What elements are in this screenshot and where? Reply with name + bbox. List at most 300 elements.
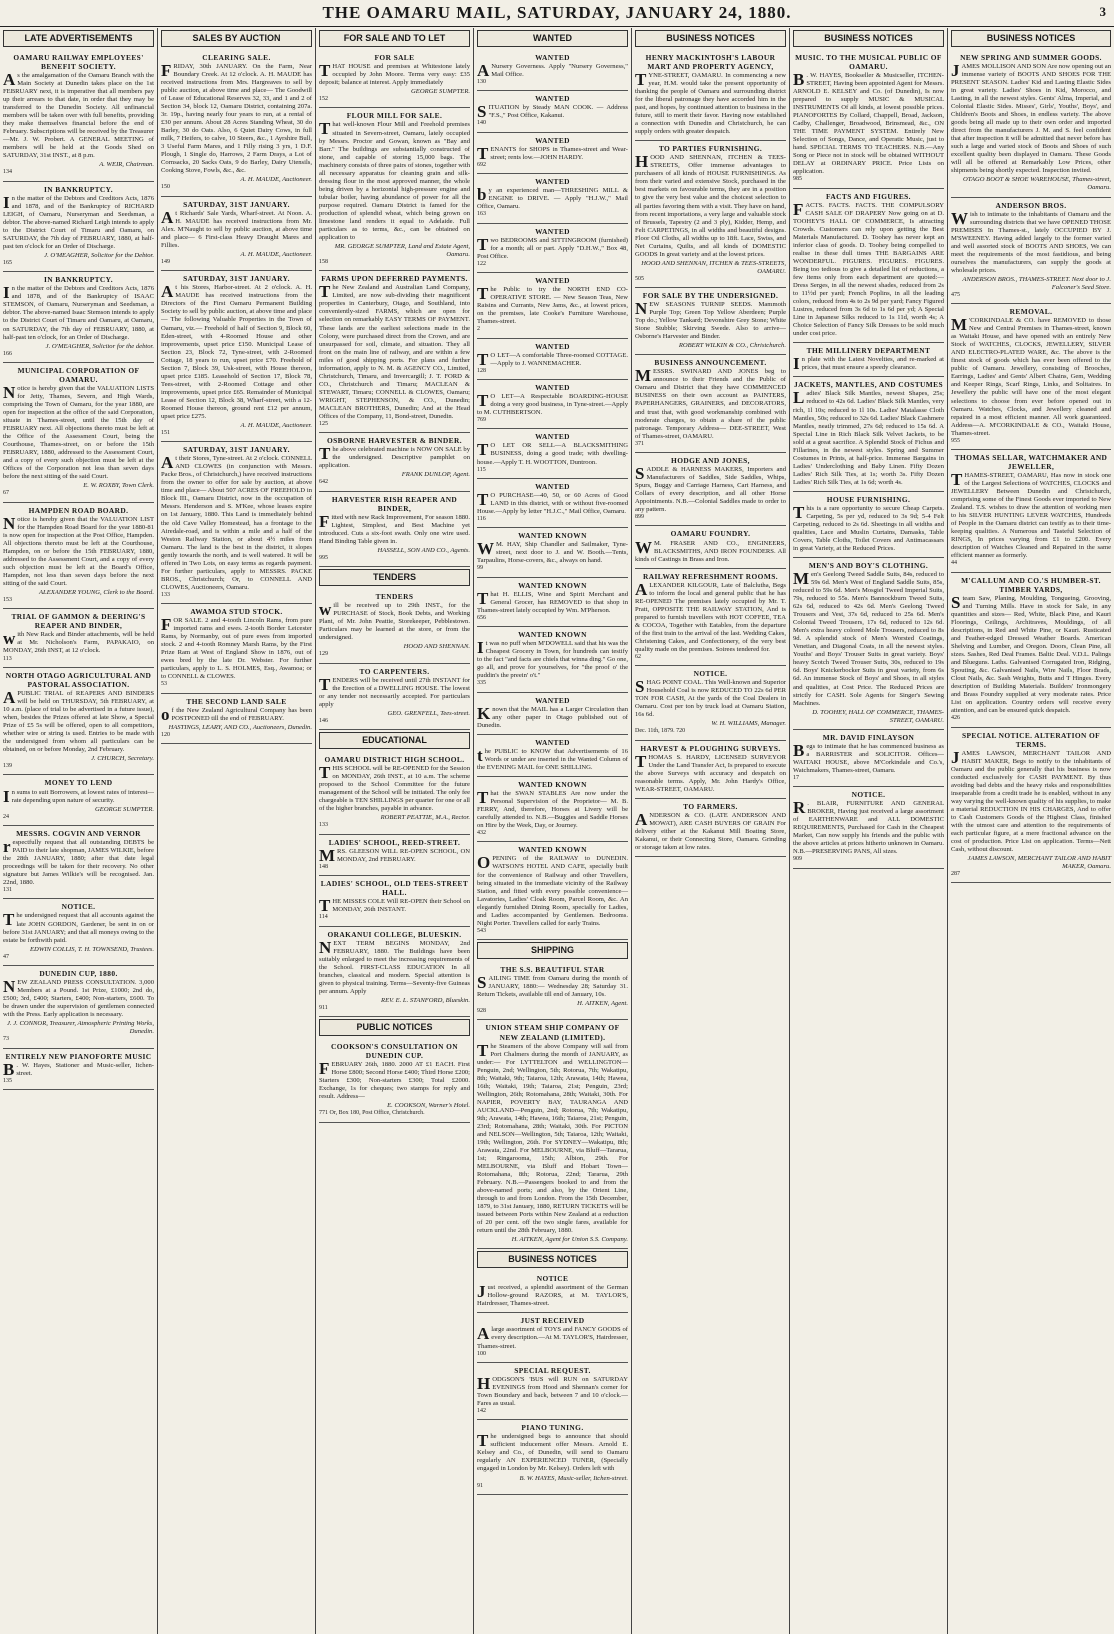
ad-number: 67 xyxy=(3,490,9,497)
advertisement xyxy=(319,433,470,491)
column-header: BUSINESS NOTICES xyxy=(951,30,1111,47)
ad-title: HARVEST & PLOUGHING SURVEYS. xyxy=(640,743,781,753)
masthead xyxy=(0,0,1114,27)
drop-cap: T xyxy=(319,896,331,916)
ad-body-text: OOD AND SHENNAN, ITCHEN & TEES-STREETS, Offer immense advantages to purchasers of all kinds of HOUSE FURNISHINGS. As from their varied and extensive Stock, purchased in the best markets on favourable terms, they are in a position to give the very best value and the choicest selection to all parties favoring them with a visit. They have on hand, from recent importations, a very large and valuable stock of Brussels, Tapestry (2 and 3 ply), Kidder, Hemp, and Felt CARPETINGS, in all widths and beautiful designs. Floor Oil Cloths, all widths up to 18ft. Lace, Swiss, and Net Curtains, Quilts, and all kinds of DOMESTIC GOODS In great variety and at the lowest prices. xyxy=(635,154,786,258)
advertisement xyxy=(477,1020,628,1249)
advertisement xyxy=(477,693,628,735)
ad-number: 53 xyxy=(161,681,167,688)
ad-body-text: t Richards' Sale Yards, Wharf-street. At Noon. A. H. MAUDE has received instructions from Mr. Alex. M'Naught to sell by public auction, at above time and place— 6 First-class Heavy Draught Mares and Fillies. xyxy=(161,209,312,249)
ad-body xyxy=(319,63,470,87)
advertisement xyxy=(635,355,786,453)
ad-signature: W. H. WILLIAMS, Manager. xyxy=(711,720,786,728)
ad-number: 142 xyxy=(477,1408,486,1414)
drop-cap: I xyxy=(477,638,484,658)
ad-body xyxy=(319,845,470,865)
ad-number: 114 xyxy=(319,914,328,921)
drop-cap: r xyxy=(3,836,11,856)
ad-title: NORTH OTAGO AGRICULTURAL AND PASTORAL ASSOCIATION. xyxy=(5,670,152,689)
ad-signature: E. COOKSON, Warner's Hotel. xyxy=(387,1102,470,1110)
ad-body xyxy=(951,63,1111,175)
ad-body xyxy=(477,187,628,211)
ad-signature: E. W. ROXBY, Town Clerk. xyxy=(83,482,154,490)
advertisement xyxy=(3,50,154,182)
ad-title: WANTED xyxy=(535,226,570,236)
ad-body xyxy=(793,740,944,775)
drop-cap: R xyxy=(793,798,806,818)
ad-number: 899 xyxy=(635,514,644,521)
drop-cap: F xyxy=(319,1059,330,1079)
column-3 xyxy=(316,28,474,1634)
ad-title: THOMAS SELLAR, WATCHMAKER AND JEWELLER, xyxy=(954,452,1108,471)
ad-number: 505 xyxy=(635,275,644,282)
ad-title: CLEARING SALE. xyxy=(202,52,271,62)
drop-cap: A xyxy=(161,207,174,227)
ad-number: 165 xyxy=(3,260,12,266)
ad-title: FLOUR MILL FOR SALE. xyxy=(346,111,443,121)
ad-body-text: O PURCHASE—40, 50, or 60 Acres of Good LAND in this district, with or without five-roomed House.—Apply by letter "H.J.C.," Mail Office, Oamaru. xyxy=(477,491,628,515)
column-header: BUSINESS NOTICES xyxy=(635,30,786,47)
ad-title: RAILWAY REFRESHMENT ROOMS. xyxy=(643,571,778,581)
ad-body xyxy=(477,104,628,120)
ad-signature: H. AITKEN, Agent. xyxy=(577,1000,628,1008)
ad-title: HAMPDEN ROAD BOARD. xyxy=(28,505,129,515)
drop-cap: T xyxy=(477,787,489,807)
ad-body xyxy=(3,382,154,481)
ad-signature: MR. GEORGE SUMPTER, Land and Estate Agent, Oamaru. xyxy=(334,242,470,258)
ad-signature: ANDERSON BROS., THAMES-STREET. Next door to J. Falconer's Seed Store. xyxy=(962,275,1111,291)
advertisement xyxy=(319,271,470,433)
column-1 xyxy=(0,28,158,1634)
ad-body xyxy=(477,442,628,466)
drop-cap: N xyxy=(3,976,16,996)
advertisement xyxy=(635,453,786,527)
ad-number: 139 xyxy=(3,763,12,770)
column-header: BUSINESS NOTICES xyxy=(793,30,944,47)
ad-body xyxy=(3,836,154,887)
ad-body-text: M. HAY, Ship Chandler and Sailmaker, Tyne-street, next door to J. and W. Booth.—Tents, Tarpaulins, Horse-covers, &c., always on hand. xyxy=(477,541,628,565)
ad-body-text: . W. HAYES, Bookseller & Musicseller, ITCHEN-STREET, Having been appointed Agent for Messrs. ARNOLD E. KELSEY and Co. (of Dunedin), Is now prepared to supply MUSIC & MUSICAL INSTRUMENTS Of all kinds, at lowest possible prices. PIANOFORTES By Collard, Chappell, Broad, Jackson, Cadby, Challenger, Broadwood, Brinsmead, &c., ON THE TIME PAYMENT SYSTEM. Entirely New Selection of Songs, Dance, and Operatic Music, just to hand. SPECIAL TERMS TO TEACHERS. N.B.—Any Song or Piece not in stock will be obtained WITHOUT DELAY at ORDINARY PRICE. Price Lists on application. xyxy=(793,72,944,176)
drop-cap: M xyxy=(635,366,652,386)
ad-title: NOTICE. xyxy=(851,790,886,800)
drop-cap: T xyxy=(319,444,331,464)
ad-title: SATURDAY, 31ST JANUARY. xyxy=(183,274,290,284)
ad-body xyxy=(477,745,628,772)
ad-body xyxy=(477,1040,628,1236)
ad-title: THE MILLINERY DEPARTMENT xyxy=(806,346,931,356)
ad-body-text: HE MISSES COLE Will RE-OPEN their School on MONDAY, 26th INSTANT. xyxy=(332,898,470,914)
ad-number: 125 xyxy=(319,420,328,427)
drop-cap: A xyxy=(161,453,174,473)
ad-number: 116 xyxy=(477,515,486,522)
ad-title: MONEY TO LEND xyxy=(44,778,113,788)
ad-number: 543 xyxy=(477,927,486,934)
ad-number: 149 xyxy=(161,259,170,265)
ad-body xyxy=(161,704,312,724)
drop-cap: S xyxy=(477,973,487,993)
ad-number: 769 xyxy=(477,417,486,424)
advertisement xyxy=(635,569,786,667)
ad-number: 150 xyxy=(161,184,170,191)
ad-title: SATURDAY, 31ST JANUARY. xyxy=(183,199,290,209)
drop-cap: O xyxy=(477,853,491,873)
advertisement xyxy=(319,664,470,731)
ad-number: 928 xyxy=(477,1008,486,1015)
ad-title: DUNEDIN CUP, 1880. xyxy=(39,968,118,978)
ad-title: FOR SALE xyxy=(374,52,415,62)
advertisement xyxy=(477,777,628,843)
drop-cap: T xyxy=(477,1040,489,1060)
ad-body-text: ADDLE & HARNESS MAKERS, Importers and Manufacturers of Saddles, Side Saddles, Whips, Spurs, Buggy and Carriage Harness, Cart Harness, and Collars of every description, and all other Horse Appointments. N.B.—Colonial Saddles made to order to any pattern. xyxy=(635,465,786,514)
ad-signature: ROBERT WILKIN & CO., Christchurch. xyxy=(678,342,786,350)
advertisement xyxy=(319,927,470,1018)
ad-title: TO FARMERS. xyxy=(683,801,738,811)
ad-body-text: wo BEDROOMS and SITTINGROOM (furnished) for a month; all or part. Apply "D.H.W.," Box 48, Post Office. xyxy=(477,236,628,260)
ad-title: TO CARPENTERS. xyxy=(359,666,430,676)
ad-number: 163 xyxy=(477,211,486,218)
drop-cap: B xyxy=(793,740,805,760)
drop-cap: T xyxy=(477,234,489,254)
ad-number: 995 xyxy=(319,554,328,561)
ad-body-text: otice is hereby given that the VALUATION LISTS for Jetty, Thames, Severn, and High Wards, comprising the Town of Oamaru, for the year 1880, are open for inspection at the office of the said Corporation, situate in Thames-street, until the 15th day of FEBRUARY next. All objections thereto must be left at the Office of the Assessment Court, being the Courthouse, Thames-street, on or before the 15th FEBRUARY, 1880, addressed to the Assessment Court, and a copy of every such objection must be left at the Offices of the Corporation not less than seven days before the next sitting of the said Court. xyxy=(3,384,154,481)
ad-signature: ALEXANDER YOUNG, Clerk to the Board. xyxy=(39,589,154,596)
advertisement xyxy=(477,528,628,577)
advertisement xyxy=(319,589,470,664)
ad-body xyxy=(477,855,628,927)
ad-number: 166 xyxy=(3,350,12,357)
drop-cap: S xyxy=(477,102,487,122)
drop-cap: W xyxy=(951,208,968,228)
ad-number: 148 xyxy=(319,863,328,870)
ad-body xyxy=(319,898,470,914)
ad-title: WANTED xyxy=(535,52,570,62)
ad-body xyxy=(477,393,628,417)
drop-cap: H xyxy=(635,152,649,172)
ad-title: NOTICE xyxy=(536,1274,569,1284)
ad-number: 99 xyxy=(477,565,483,572)
advertisement xyxy=(3,182,154,273)
ad-body-text: HAT HOUSE and premises at Whitestone lately occupied by John Moore. Terms very easy: £35 deposit; balance at interest. Apply immediately xyxy=(319,63,470,87)
ad-signature: A. H. MAUDE, Auctioneer. xyxy=(240,421,312,429)
ad-body-text: PENING of the RAILWAY to DUNEDIN. WATSON'S HOTEL AND CAFE, specially built for the convenience of Railway and other Travellers, being situated in the immediate vicinity of the Railway Station, and fitted with every possible convenience—Lavatories, Ladies' Cloak Room, Parcel Room, &c. An elegantly furnished Dining Room, specially for Ladies, and Ladies accompanied by Gentlemen. Bedrooms. Night Porter. Travellers called for early Trains. xyxy=(477,855,628,927)
ad-body-text: large assortment of TOYS and FANCY GOODS of every description.—At M. TAYLOR'S, Hairdresser, Thames-street. xyxy=(477,1326,628,1350)
ad-body xyxy=(793,356,944,372)
ad-body-text: he undersigned begs to announce that should sufficient inducement offer Messrs. Arnold E. Kelsey and Co., of Dunedin, will send to Oamaru regularly AN EXPERIENCED TUNER, (Specially engaged in London by Mr. Kelsey). Orders left with xyxy=(477,1433,628,1473)
ad-title: MESSRS. COGVIN AND VERNOR xyxy=(16,828,141,838)
ad-body xyxy=(635,679,786,719)
advertisement xyxy=(3,899,154,966)
column-header: FOR SALE AND TO LET xyxy=(319,30,470,47)
ad-number: 335 xyxy=(477,680,486,687)
ad-body-text: OR SALE. 2 and 4-tooth Lincoln Rams, from pure imported rams and ewes. 2-tooth Border Leicester Rams, by Normanby, out of pure ewes from imported stock. 2 and 4-tooth Romney Marsh Rams, by the First Prize Ram at West of England Show in 1876, out of ewes bred by the late Dr. Webster. For further particulars, apply to L. S. HOLMES, Esq., Awamoa; or to CONNELL & CLOWES. xyxy=(161,617,312,681)
drop-cap: o xyxy=(161,704,170,724)
ad-body-text: . W. Hayes, Stationer and Music-seller, Itchen-street. xyxy=(16,1061,154,1077)
ad-body xyxy=(477,489,628,516)
drop-cap: T xyxy=(319,763,331,783)
ad-body-text: y an experienced man—THRESHING MILL & ENGINE to DRIVE. — Apply "H.J.W.," Mail Office, Oamaru. xyxy=(477,187,628,211)
ad-body-text: ACTS. FACTS. FACTS. THE COMPULSORY CASH SALE OF DRAPERY Now going on at D. TOOHEY'S HALL OF COMMERCE, Is attracting Crowds. Customers can rely upon getting the Best Materials Manufactured. D. Toohey has never kept an inferior class of goods. D. Toohey being compelled to realise in these dull times THE BARGAINS ARE WONDERFUL. FIGURES. FIGURES. FIGURES. Being too tedious to give a detailed list of reductions, a few items only from each department are quoted:— Dress Serges, in all the newest shades, reduced from 2s to 11½d per yard; French Poplins, in all the leading colors, reduced from 4s to 2s 9d per yard; Fancy Figured Lustres, reduced from 3s 6d to 1s 6d per yd; A Special Line in Japanese Silks reduced to 1s 11d, worth 4s; A Choice Selection of Fancy Silk Dresses to be sold much under cost price. xyxy=(793,201,944,338)
ad-body-text: t was no puff when M'DOWELL said that his was the Cheapest Grocery in Town, for hundreds can testify to the fact "and facts are chiels that winna ding." Go one, go all, and prove for yourselves, for "the proof o' the puddin's the preein' o't." xyxy=(477,640,628,680)
ad-body-text: HAMES-STREET, OAMARU, Has now in stock one of the Largest Selections of WATCHES, CLOCKS and JEWELLERY Between Dunedin and Christchurch, comprising some of the Finest Goods ever imported to New Zealand. T.S. wishes to draw the attention of working men to his SILVER HUNTING LEVER WATCHES, Hundreds of People in the Oamaru district can testify as to their time-keeping qualities. A Numerous and Tasteful Selection of RINGS, In prices varying from £1 to £200. Every description of Watches Cleaned and Repaired in the same efficient manner as formerly. xyxy=(951,472,1111,560)
ad-title: NEW SPRING AND SUMMER GOODS. xyxy=(960,52,1102,62)
ad-signature: OTAGO BOOT & SHOE WAREHOUSE, Thames-street, Oamaru. xyxy=(963,176,1111,192)
column-4 xyxy=(474,28,632,1634)
ad-body-text: O LET—A Respectable BOARDING-HOUSE doing a very good business, in Tyne-street.—Apply to M. CUTHBERTSON. xyxy=(477,393,628,417)
advertisement xyxy=(793,492,944,558)
ad-signature: GEORGE SUMPTER. xyxy=(95,805,154,813)
ad-body-text: he undersigned request that all accounts against the late JOHN GORDON, Gardener, be sent in on or before 31st JANUARY; and that all moneys owing to the estate be forthwith paid. xyxy=(3,912,154,944)
drop-cap: M xyxy=(319,845,336,865)
columns xyxy=(0,28,1114,1634)
ad-title: WANTED xyxy=(535,695,570,705)
ad-body xyxy=(635,809,786,852)
column-header: WANTED xyxy=(477,30,628,47)
advertisement xyxy=(477,50,628,91)
advertisement xyxy=(161,442,312,604)
ad-number: 985 xyxy=(793,176,802,183)
advertisement xyxy=(793,558,944,730)
drop-cap: K xyxy=(477,703,491,723)
advertisement xyxy=(635,741,786,799)
column-6 xyxy=(790,28,948,1634)
ad-title: TRIAL OF GAMMON & DEERING'S REAPER AND BINDER, xyxy=(11,612,146,631)
ad-body-text: he Public to try the NORTH END CO-OPERATIVE STORE. — New Season Teas, New Raisins and Currants, New Jams, &c., at lowest prices, on the premises, late Cooke's Furniture Warehouse, Thames-street. xyxy=(477,286,628,326)
ad-number: 131 xyxy=(3,887,12,894)
advertisement xyxy=(161,694,312,744)
ad-number: 909 xyxy=(793,856,802,863)
ad-title: JUST RECEIVED xyxy=(520,1316,585,1326)
ad-body-text: NDERSON & CO. (LATE ANDERSON AND MOWAT), ARE CASH BUYERS OF GRAIN For delivery either at the Kakanui Mill Boating Store, Kakanui, or their Connecting Store, Oamaru. Grinding or storage taken at low rates. xyxy=(635,811,786,852)
ad-body-text: PUBLIC TRIAL of REAPERS AND BINDERS will be held on THURSDAY, 5th FEBRUARY, at 10 a.m. (place of trial to be advertised in a future issue), when, besides the Prizes offered at late Show, a Special Prize of £5 5s will be offered, open to all competitors, whether wire or string is used. Entries to be made with the undersigned from whom all particulars can be obtained, on or before Monday, 2nd February. xyxy=(3,689,154,754)
drop-cap: T xyxy=(319,119,331,139)
advertisement xyxy=(3,1049,154,1090)
ad-number: Dec. 11th, 1879. 720 xyxy=(635,728,686,735)
drop-cap: A xyxy=(477,61,490,80)
ad-number: 24 xyxy=(3,813,9,820)
ad-body xyxy=(477,286,628,326)
ad-number: 432 xyxy=(477,830,486,837)
section-header: PUBLIC NOTICES xyxy=(319,1019,470,1036)
ad-body-text: HOMAS S. HARDY, LICENSED SURVEYOR Under the Land Transfer Act, Is prepared to execute the above Surveys with accuracy and despatch on reasonable terms. Apply, Mr. John Hardy's Office, WEAR-STREET, OAMARU. xyxy=(635,753,786,793)
ad-body xyxy=(635,579,786,654)
ad-title: AWAMOA STUD STOCK. xyxy=(190,607,283,617)
ad-title: MEN'S AND BOY'S CLOTHING. xyxy=(808,561,929,571)
drop-cap: H xyxy=(477,1373,491,1393)
ad-body xyxy=(951,472,1111,560)
ad-body xyxy=(319,765,470,813)
ad-body-text: itted with new Rack Improvement, For season 1880. Lightest, Simplest, and Best Machine yet introduced. Cuts a six-foot swath. Only one wire used. Hand Binding Table given in. xyxy=(319,513,470,545)
advertisement xyxy=(161,271,312,442)
ad-title: UNION STEAM SHIP COMPANY OF NEW ZEALAND (LIMITED). xyxy=(485,1023,620,1042)
drop-cap: S xyxy=(635,463,645,483)
ad-title: TENDERS xyxy=(375,592,414,602)
ad-number: 129 xyxy=(319,651,328,658)
drop-cap: w xyxy=(3,629,16,649)
ad-body-text: RS. GLEESON WILL RE-OPEN SCHOOL, ON MONDAY, 2nd FEBRUARY. xyxy=(337,847,470,863)
column-7 xyxy=(948,28,1114,1634)
advertisement xyxy=(319,835,470,876)
ad-body xyxy=(3,285,154,341)
ad-body-text: Nursery Governess. Apply "Nursery Governess," Mail Office. xyxy=(491,63,628,79)
ad-body xyxy=(793,390,944,486)
ad-signature: B. W. HAYES, Music-seller, Itchen-street. xyxy=(519,1474,628,1482)
drop-cap: S xyxy=(951,592,961,612)
ad-title: OAMARU FOUNDRY. xyxy=(670,529,751,539)
drop-cap: T xyxy=(477,588,489,608)
ad-title: HARVESTER RISH REAPER AND BINDER, xyxy=(331,494,458,513)
ad-number: 475 xyxy=(951,291,960,298)
advertisement xyxy=(635,288,786,355)
ad-body xyxy=(635,751,786,794)
ad-number: 73 xyxy=(3,1036,9,1043)
ad-title: WANTED KNOWN xyxy=(518,531,587,541)
ad-title: ANDERSON BROS. xyxy=(995,200,1067,210)
ad-body xyxy=(477,640,628,680)
ad-number: 17 xyxy=(793,774,799,781)
ad-title: BUSINESS ANNOUNCEMENT. xyxy=(654,358,767,368)
ad-body-text: EBRUARY 26th, 1880. 2000 AT £1 EACH. First Horse £800; Second Horse £400; Third Horse £200; Starters £300; Non-starters £300; Total £2000. Exchange, 1s for cheques; two stamps for reply and result. Address— xyxy=(319,1061,470,1101)
ad-body-text: adies' Black Silk Mantles, newest Shapes, 25s; reduced to 42s 6d. Ladies' Black Silk Mantles, very rich, 1l 10s; reduced to 1l 10s. Ladies' Matalasse Cloth Mantles, 50s; reduced to 32s 6d. Ladies' Black Cashmere Mantles, neatly trimmed, 27s 6d; reduced to 15s 6d. A Special Line in Rich Black Silk Velvet Jackets, to be sold at a great sacrifice. A Splendid Stock of Fichus and Fillarines, in the newest styles. Spring and Summer Costumes in Prints, at half-price. Immense Bargains in Ladies' Underclothing and Baby Linen. Fifty Dozen Ladies' Rich Silk Ties, at 1s; worth 3s. Fifty Dozen Ladies' Rich Silk Ties, at 1s 6d; worth 4s. xyxy=(793,390,944,486)
ad-signature: J. J. CONNOR, Treasurer, Atmospheric Printing Works, Dunedin. xyxy=(7,1020,154,1036)
ad-body-text: he Steamers of the above Company will sail from Port Chalmers during the month of JANUARY, as under:— For LYTTELTON and WELLINGTON—Penguin, 2nd; Wellington, 5th; Rotorua, 7th; Wakatipu, 8th; Waitaki, 9th; Taiaroa, 12th; Arawata, 14th; Hawea, 16th; Waitaki, 19th; Taiaroa, 21st; Penguin, 23rd; Wellington, 26th; Rotomahana, 28th; Waitaki, 30th. For NAPIER, POVERTY BAY, TAURANGA AND AUCKLAND—Penguin, 2nd; Rotorua, 7th; Wakatipu, 9th; Arawata, 14th; Hawea, 16th; Taiaroa, 21st; Penguin, 23rd; Rotomahana, 28th; Waitaki, 30th. For PICTON and NELSON—Wellington, 5th; Taiaroa, 12th; Waitaki, 19th; Wellington, 26th. For SYDNEY—Wakatipu, 8th; Arawata, 22nd. For MELBOURNE, via Bluff—Tararua, 1st; Ringarooma, 15th; Albion, 29th. For MELBOURNE, via Bluff and Hobart Town—Rotomahana, 8th; Rotorua, 22nd; Tararua, 29th February. N.B.—Passengers booked to and from the above-named ports; and also, by the Orient Line, through to and from London. From the 15th December, 1879, to 31st January, 1880, RETURN TICKETS will be issued between Ports within New Zealand at a reduction of 20 per cent. off the two single fares, available for return until the 28th February, 1880. xyxy=(477,1042,628,1235)
ad-body-text: egs to intimate that he has commenced business as a BARRISTER and SOLICITOR. Offices—WAITAKI HOUSE, above M'Corkindale and Co.'s, Watchmakers, Thames-street, Oamaru. xyxy=(793,742,944,774)
advertisement xyxy=(3,775,154,825)
advertisement xyxy=(3,503,154,610)
ad-body-text: LEXANDER KILGOUR, Late of Balclutha, Begs to inform the local and general public that he has RE-OPENED The premises lately occupied by Mr. T. Pratt, OPPOSITE THE RAILWAY STATION, And is prepared to furnish travellers with HOT COFFEE, TEA & COCOA, Together with Eatables, from the departure of the first train to the arrival of the last. Wedding Cakes, Christening Cakes, and Confectionery, of the very best quality made on the premises. Soirees tendered for. xyxy=(635,581,786,653)
ad-body-text: team Saw, Planing, Moulding, Tongueing, Grooving, and Turning Mills. Have in stock for Sale, in any quantities and sizes— Red, White, Black Pine, and Kauri Floorings, Ceilings, Architraves, Mouldings, of all descriptions, in Red and White Pine, or Kauri. Rusticated and Feather-edged Dressed Weather Boards. American Shelving and Lumber, and Oregon. Doors, Clean Pine, all sizes. Sashes, Red Deal Frames. Baltic Deal. V.D.L. Palings and Blueguns. Laths. Galvanised Corrugated Iron, Ridging, Spouting, &c. Galvanised Nails, Wire Nails, Floor Brads, Clout Nails, &c. Sash Weights, Butts and T Hinges. Every description of Building Materials. Builders' Ironmongery and Brass Foundry supplied at very moderate rates. Price List on application. Country orders will receive every attention, and can be ensured quick despatch. xyxy=(951,594,1111,715)
ad-body xyxy=(477,1326,628,1350)
ad-signature: EDWIN COLLIS, T. H. TOWNSEND, Trustees. xyxy=(30,945,154,953)
ad-title: IN BANKRUPTCY. xyxy=(44,275,113,285)
ad-number: 152 xyxy=(319,96,328,103)
ad-body xyxy=(319,602,470,642)
drop-cap: S xyxy=(635,677,645,697)
page-number: 3 xyxy=(1099,4,1106,19)
ad-title: OSBORNE HARVESTER & BINDER. xyxy=(327,436,462,446)
advertisement xyxy=(635,526,786,568)
drop-cap: J xyxy=(951,747,960,767)
ad-body-text: 'CORKINDALE & CO. have REMOVED to those New and Central Premises in Thames-street, known as Waitaki House, and have opened with an entirely New Stock of WATCHES, CLOCKS, JEWELLERY, SILVER AND ELECTRO-PLATED WARE, &c. The above is the finest stock of goods which has ever been offered to the public of Oamaru. Jewellery, consisting of Brooches, Earrings, Ladies' and Gents' Albert Chains, Gem, Wedding and Keeper Rings, Scarf Rings, Links, and Solitaires. In Jewellery the public will have one of the most elegant selections to choose from ever before opened out in Oamaru. Watches, Clocks, and Jewellery cleaned and repaired in a most efficient manner. All work guaranteed. Address—A. M'CORKINDALE & CO., Waitaki House, Thames-street. xyxy=(951,317,1111,437)
ad-title: WANTED xyxy=(535,276,570,286)
ad-title: WANTED xyxy=(535,177,570,187)
advertisement xyxy=(951,304,1111,450)
ad-body xyxy=(319,284,470,421)
ad-signature: GEORGE SUMPTER. xyxy=(411,88,470,96)
advertisement xyxy=(477,842,628,940)
ad-number: 133 xyxy=(161,591,170,598)
ad-signature: A. WEIR, Chairman. xyxy=(99,161,154,169)
advertisement xyxy=(635,50,786,141)
drop-cap: T xyxy=(477,1431,489,1451)
ad-title: COOKSON'S CONSULTATION ON DUNEDIN CUP. xyxy=(331,1042,458,1061)
ad-body xyxy=(793,800,944,856)
drop-cap: F xyxy=(793,199,804,219)
ad-body xyxy=(161,617,312,681)
ad-body xyxy=(793,199,944,339)
drop-cap: t xyxy=(477,745,483,765)
ad-signature: JAMES LAWSON, MERCHANT TAILOR AND HABIT MAKER, Oamaru. xyxy=(967,855,1111,871)
advertisement xyxy=(951,198,1111,305)
drop-cap: N xyxy=(3,513,16,533)
ad-number: 642 xyxy=(319,479,328,486)
advertisement xyxy=(635,666,786,741)
ad-number: 911 xyxy=(319,1004,328,1011)
drop-cap: A xyxy=(477,1324,490,1344)
drop-cap: I xyxy=(3,192,10,212)
drop-cap: I xyxy=(3,283,10,303)
drop-cap: A xyxy=(3,70,16,90)
ad-body-text: . BLAIR, FURNITURE AND GENERAL BROKER, Having just received a large assortment of EARTHENWARE and ALL DOMESTIC REQUIREMENTS, Purchased for Cash in the Cheapest Market, Can now supply his friends and the public with the above articles at prices hitherto unknown in Oamaru. N.B.—PRESERVING PANS, All sizes. xyxy=(793,800,944,856)
section-header: EDUCATIONAL xyxy=(319,732,470,749)
advertisement xyxy=(477,133,628,174)
drop-cap: J xyxy=(951,61,960,80)
ad-body xyxy=(635,368,786,440)
ad-number: 2 xyxy=(477,326,480,333)
drop-cap: T xyxy=(477,284,489,304)
column-5 xyxy=(632,28,790,1634)
advertisement xyxy=(477,1420,628,1495)
advertisement xyxy=(319,1039,470,1123)
drop-cap: F xyxy=(319,511,330,531)
drop-cap: F xyxy=(161,61,172,80)
ad-body-text: he above celebrated machine is NOW ON SALE by the undersigned. Descriptive pamphlet on application. xyxy=(319,446,470,470)
ad-title: IN BANKRUPTCY. xyxy=(44,184,113,194)
ad-body-text: O LET—A comfortable Three-roomed COTTAGE.—Apply to J. WANNEMACHER. xyxy=(490,351,628,367)
ad-number: 656 xyxy=(477,614,486,621)
ad-body xyxy=(635,154,786,258)
drop-cap: T xyxy=(635,751,647,771)
ad-body-text: ITUATION by Steady MAN COOK. — Address "F.S.," Post Office, Kakanui. xyxy=(488,104,628,120)
ad-body xyxy=(319,674,470,709)
ad-body xyxy=(951,317,1111,437)
drop-cap: I xyxy=(3,786,10,806)
advertisement xyxy=(477,1363,628,1420)
advertisement xyxy=(951,573,1111,728)
ad-number: 128 xyxy=(477,367,486,374)
advertisement xyxy=(477,339,628,380)
ad-body-text: en's Geelong Tweed Saddle Suits, 84s, reduced to 59s 6d. Men's West of England Saddle Suits, 85s, reduced to 59s 6d. Men's Mosgiel Tweed Imperial Suits, 79s, reduced to 55s. Men's Bannockburn Tweed Suits, 62s 6d, reduced to 42s 6d. Men's Geelong Tweed Trousers and Vest, 37s 6d, reduced to 25s 6d. Men's Colonial Tweed Trousers, 17s 6d, reduced to 12s 6d. Men's extra heavy colored Mole Trousers, reduced to 8s 9d. A splendid stock of Men's Worsted Coatings, Venetian, and Diagonal Coats, in all the newest styles. Youths' and Boys' Trouser Suits in great variety. Boys' heavy Scotch Tweed Trouser Suits, 30s, reduced to 19s 6d. Boys' Knickerbocker Suits in great variety, from 6s 6d. An immense Stock of Boys' and Shoes, in all styles and qualities, at Cost Price. The Reduced Prices are strictly for CASH. Sole Agents for Singer's Sewing Machines. xyxy=(793,571,944,707)
advertisement xyxy=(319,876,470,926)
advertisement xyxy=(477,735,628,777)
ad-body xyxy=(635,72,786,136)
advertisement xyxy=(477,273,628,339)
ad-signature: REV. E. L. STANFORD, Blueskin. xyxy=(381,996,470,1004)
advertisement xyxy=(161,604,312,694)
ad-body-text: nown that the MAIL has a Larger Circulation than any other paper in Otago published out of Dunedin. xyxy=(477,705,628,729)
drop-cap: M xyxy=(793,569,810,589)
drop-cap: W xyxy=(635,537,652,557)
drop-cap: B xyxy=(3,1059,15,1079)
drop-cap: J xyxy=(477,1282,486,1302)
ad-body-text: ith New Rack and Binder attachments, will be held at Mr. Nicholson's Farm, PAPAKAIO, on MONDAY, 26th INST, at 12 o'clock. xyxy=(3,631,154,655)
ad-body-text: n the matter of the Debtors and Creditors Acts, 1876 and 1878, and of the Bankruptcy of ISAAC STEMSON, of Oamaru, Nurseryman and Seedsman, a debtor. The above-named Isaac Stemson intends to apply to the District Court of Timaru and Oamaru, at Oamaru, on SATURDAY, the 7th day of FEBRUARY, 1880, at half-past ten o'clock, for an Order of Discharge. xyxy=(3,285,154,341)
ad-body-text: EW SEASONS TURNIP SEEDS. Mammoth Purple Top; Green Top Yellow Aberdeen; Purple Top do.; Yellow Tankard; Devonshire Grey Stone; White Stone Stubble; Skirving Swede. Also to arrive— Osborne's Harvester and Binder. xyxy=(635,301,786,341)
ad-title: NOTICE. xyxy=(61,902,96,912)
ad-body xyxy=(951,747,1111,854)
ad-number: 135 xyxy=(3,1077,12,1084)
ad-title: HOUSE FURNISHING. xyxy=(826,494,911,504)
ad-body xyxy=(3,1059,154,1079)
ad-body-text: he PUBLIC to KNOW that Advertisements of 16 Words or under are inserted in the Wanted Column of the EVENING MAIL for ONE SHILLING. xyxy=(477,747,628,771)
ad-body-text: RIDAY, 30th JANUARY. On the Farm, Near Boundary Creek. At 12 o'clock. A. H. MAUDE has received instructions from Mrs. Hargreaves to sell by public auction, at above time and place— The Goodwill of Lease of Educational Reserves 32, 33, and 1 and 2 of Section 34, block 12, Oamaru District, containing 207a. 3r. 19p., having nearly four years to run, at a rental of £30 per annum. About 28 Acres Standing Wheat, 30 do Barley, 30 do Oats. Also, 6 Quiet Dairy Cows, in full milk, 7 Heifers, to calve, 10 Steers, &c., 1 Ayrshire Bull, 3 Useful Farm Mares, and 1 Filly rising 3 yrs, 1 D.F. Plough, 1 Single do, Harrows, 2 Farm Drays, a Lot of Cornsacks, 20 Sacks Oats, 9 do Barley, Dairy Utensils, Cooking Stove, Fowls, &c., &c. xyxy=(161,63,312,175)
ad-signature: J. O'MEAGHER, Solicitor for the Debtor. xyxy=(44,251,154,259)
section-header: BUSINESS NOTICES xyxy=(477,1251,628,1268)
ad-body xyxy=(161,455,312,592)
ad-title: M'CALLUM AND CO.'S HUMBER-ST. TIMBER YARDS, xyxy=(961,575,1101,594)
ad-body xyxy=(161,207,312,250)
ad-body xyxy=(793,72,944,176)
drop-cap: T xyxy=(319,282,331,302)
